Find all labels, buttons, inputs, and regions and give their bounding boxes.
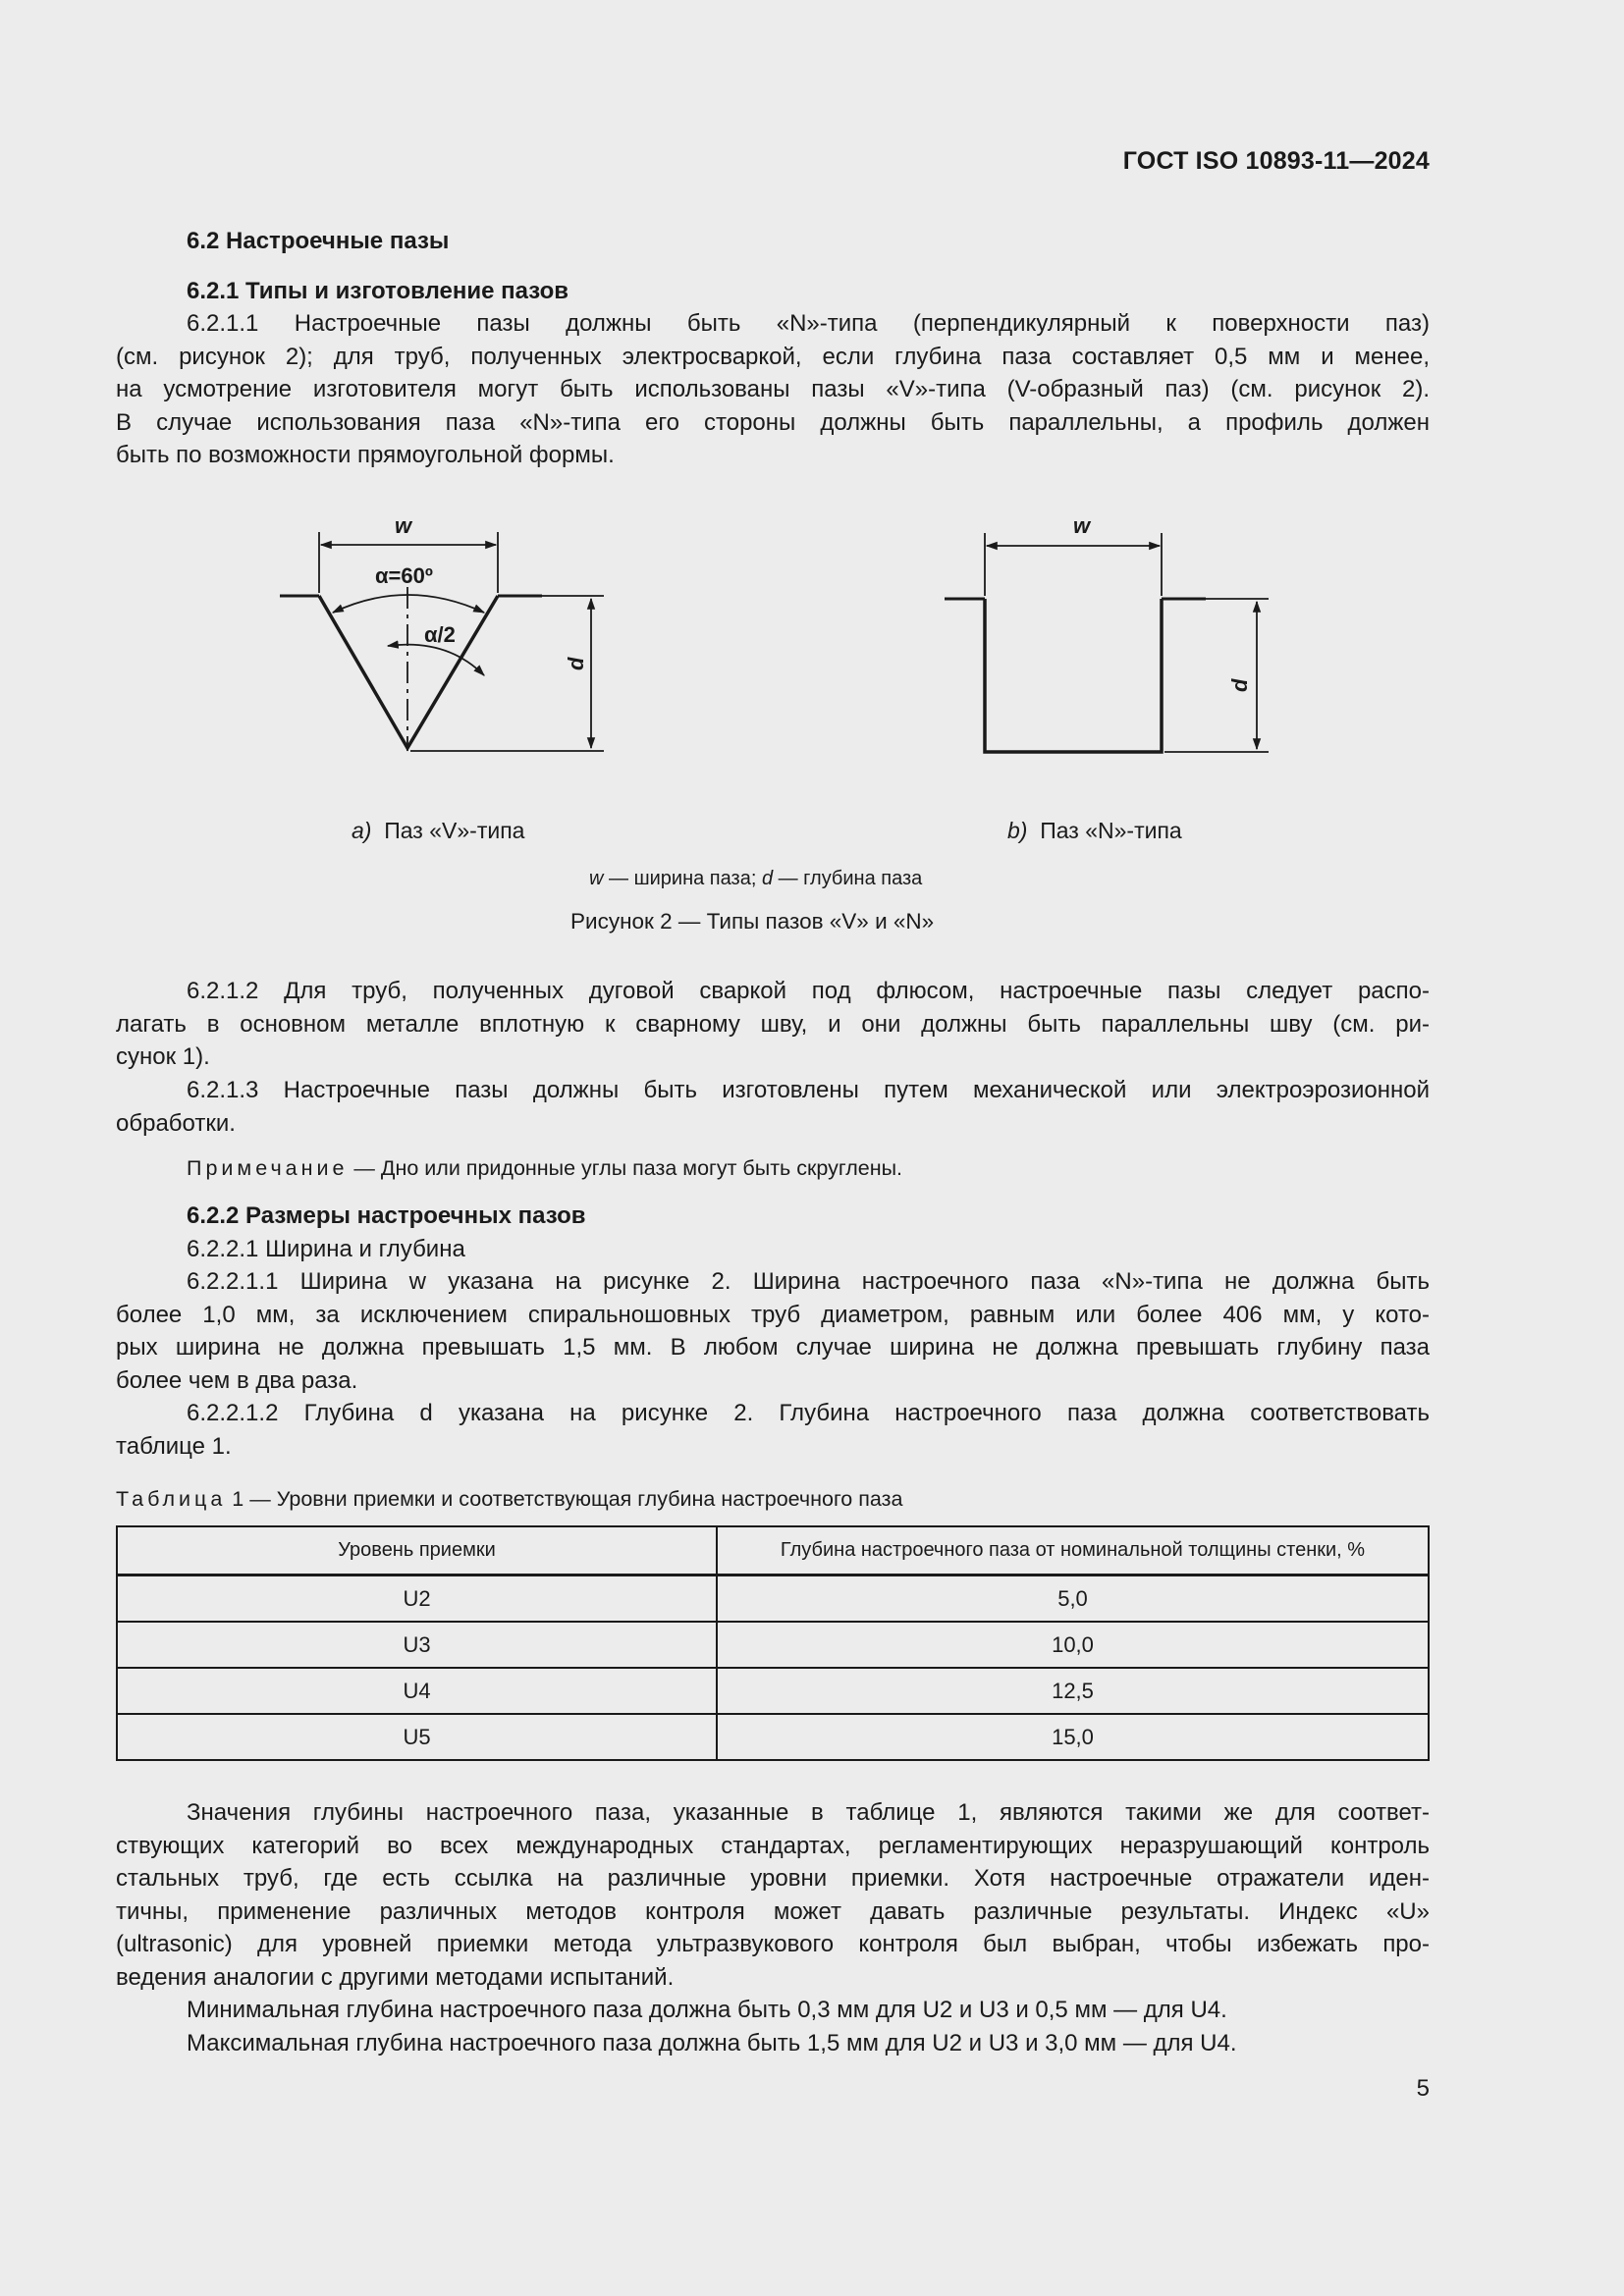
paragraph-6-2-1-3	[116, 1074, 1430, 1140]
table-1-caption	[116, 1483, 1430, 1517]
caption-a-text: Паз «V»-типа	[384, 818, 525, 843]
table-row	[117, 1575, 1429, 1623]
legend-w: w	[589, 868, 604, 889]
text-line: ствующих категорий во всех международных стандартах, регламентирующих неразрушающий контроль	[116, 1832, 1430, 1859]
table-cell-level: U3	[117, 1622, 717, 1668]
min-depth-line: Минимальная глубина настроечного паза должна быть 0,3 мм для U2 и U3 и 0,5 мм — для U4.	[187, 1997, 1227, 2023]
text-line: Значения глубины настроечного паза, указанные в таблице 1, являются такими же для соответ-	[187, 1799, 1430, 1826]
page-number: 5	[1416, 2075, 1430, 2102]
note-text: — Дно или придонные углы паза могут быть скруглены.	[348, 1156, 903, 1180]
table-row	[117, 1622, 1429, 1668]
max-depth-line: Максимальная глубина настроечного паза должна быть 1,5 мм для U2 и U3 и 3,0 мм — для U4.	[187, 2029, 1237, 2056]
table-cell-level: U2	[117, 1575, 717, 1623]
v-width-label: w	[395, 513, 412, 538]
text-line: на усмотрение изготовителя могут быть использованы пазы «V»-типа (V-образный паз) (см. рисунок 2).	[116, 376, 1430, 402]
table-cell-depth: 12,5	[717, 1668, 1429, 1714]
legend-d-text: — глубина паза	[773, 868, 923, 889]
table-cell-depth: 10,0	[717, 1622, 1429, 1668]
v-angle-label: α=60º	[375, 563, 433, 588]
text-line: 6.2.2.1.1 Ширина w указана на рисунке 2. Ширина настроечного паза «N»-типа не должна быть	[187, 1268, 1430, 1295]
table-cell-level: U4	[117, 1668, 717, 1714]
table-row	[117, 1668, 1429, 1714]
text-line: стальных труб, где есть ссылка на различные уровни приемки. Хотя настроечные отражатели иден-	[116, 1865, 1430, 1892]
text-line: 6.2.1.2 Для труб, полученных дуговой сваркой под флюсом, настроечные пазы следует распо-	[187, 978, 1430, 1004]
n-width-label: w	[1073, 513, 1091, 538]
section-6-2-heading: 6.2 Настроечные пазы	[187, 228, 450, 254]
table-row	[117, 1714, 1429, 1760]
figure-legend	[589, 868, 922, 890]
table-caption-label: Таблица	[116, 1487, 227, 1511]
table-cell-depth: 15,0	[717, 1714, 1429, 1760]
figure-caption-a	[352, 818, 524, 844]
text-line: 6.2.1.3 Настроечные пазы должны быть изготовлены путем механической или электроэрозионной	[187, 1077, 1430, 1103]
paragraph-6-2-1-1	[116, 307, 1430, 472]
section-6-2-1-heading: 6.2.1 Типы и изготовление пазов	[187, 278, 569, 304]
table-header-row	[117, 1526, 1429, 1575]
n-depth-label: d	[1227, 678, 1252, 692]
text-line: таблице 1.	[116, 1432, 232, 1460]
n-notch-diagram	[945, 533, 1269, 752]
caption-b-text: Паз «N»-типа	[1040, 818, 1182, 843]
text-line: В случае использования паза «N»-типа его стороны должны быть параллельны, а профиль должен	[116, 408, 1430, 436]
legend-d: d	[761, 868, 774, 889]
legend-w-text: — ширина паза;	[603, 868, 762, 889]
text-line: рых ширина не должна превышать 1,5 мм. В любом случае ширина не должна превышать глубину паза	[116, 1334, 1430, 1361]
text-line: быть по возможности прямоугольной формы.	[116, 442, 615, 468]
text-line: обработки.	[116, 1109, 236, 1137]
v-half-angle-label: α/2	[424, 622, 456, 647]
paragraph-6-2-2-1-2	[116, 1397, 1430, 1463]
table-header-level: Уровень приемки	[117, 1526, 717, 1575]
text-line: 6.2.1.1 Настроечные пазы должны быть «N»-типа (перпендикулярный к поверхности паз)	[187, 310, 1430, 337]
note	[187, 1152, 1500, 1186]
text-line: более 1,0 мм, за исключением спиральношовных труб диаметром, равным или более 406 мм, у кото-	[116, 1301, 1430, 1328]
text-line: лагать в основном металле вплотную к сварному шву, и они должны быть параллельны шву (см. ри-	[116, 1010, 1430, 1038]
table-cell-level: U5	[117, 1714, 717, 1760]
text-line: (см. рисунок 2); для труб, полученных электросваркой, если глубина паза составляет 0,5 мм и менее,	[116, 343, 1430, 370]
paragraph-after-table	[116, 1796, 1430, 2059]
section-6-2-2-1-heading: 6.2.2.1 Ширина и глубина	[187, 1236, 465, 1262]
figure-title: Рисунок 2 — Типы пазов «V» и «N»	[570, 909, 935, 934]
paragraph-6-2-1-2	[116, 975, 1430, 1074]
figure-caption-b	[1007, 818, 1182, 844]
section-6-2-2-heading: 6.2.2 Размеры настроечных пазов	[187, 1202, 586, 1229]
text-line: ведения аналогии с другими методами испытаний.	[116, 1963, 675, 1991]
paragraph-6-2-2-1-1	[116, 1265, 1430, 1397]
note-label: Примечание	[187, 1156, 349, 1180]
table-cell-depth: 5,0	[717, 1575, 1429, 1623]
text-line: тичны, применение различных методов контроля может давать различные результаты. Индекс «U»	[116, 1897, 1430, 1925]
text-line: сунок 1).	[116, 1043, 210, 1070]
v-depth-label: d	[564, 657, 588, 670]
caption-b-letter: b)	[1007, 818, 1028, 843]
text-line: (ultrasonic) для уровней приемки метода ультразвукового контроля был выбран, чтобы избежать про-	[116, 1931, 1430, 1957]
caption-a-letter: a)	[352, 818, 372, 843]
text-line: более чем в два раза.	[116, 1366, 358, 1394]
document-id-header: ГОСТ ISO 10893-11—2024	[1122, 147, 1430, 175]
table-header-depth: Глубина настроечного паза от номинальной толщины стенки, %	[717, 1526, 1429, 1575]
table-1	[116, 1525, 1430, 1761]
table-caption-text: 1 — Уровни приемки и соответствующая глубина настроечного паза	[226, 1487, 903, 1511]
text-line: 6.2.2.1.2 Глубина d указана на рисунке 2. Глубина настроечного паза должна соответствовать	[187, 1400, 1430, 1426]
